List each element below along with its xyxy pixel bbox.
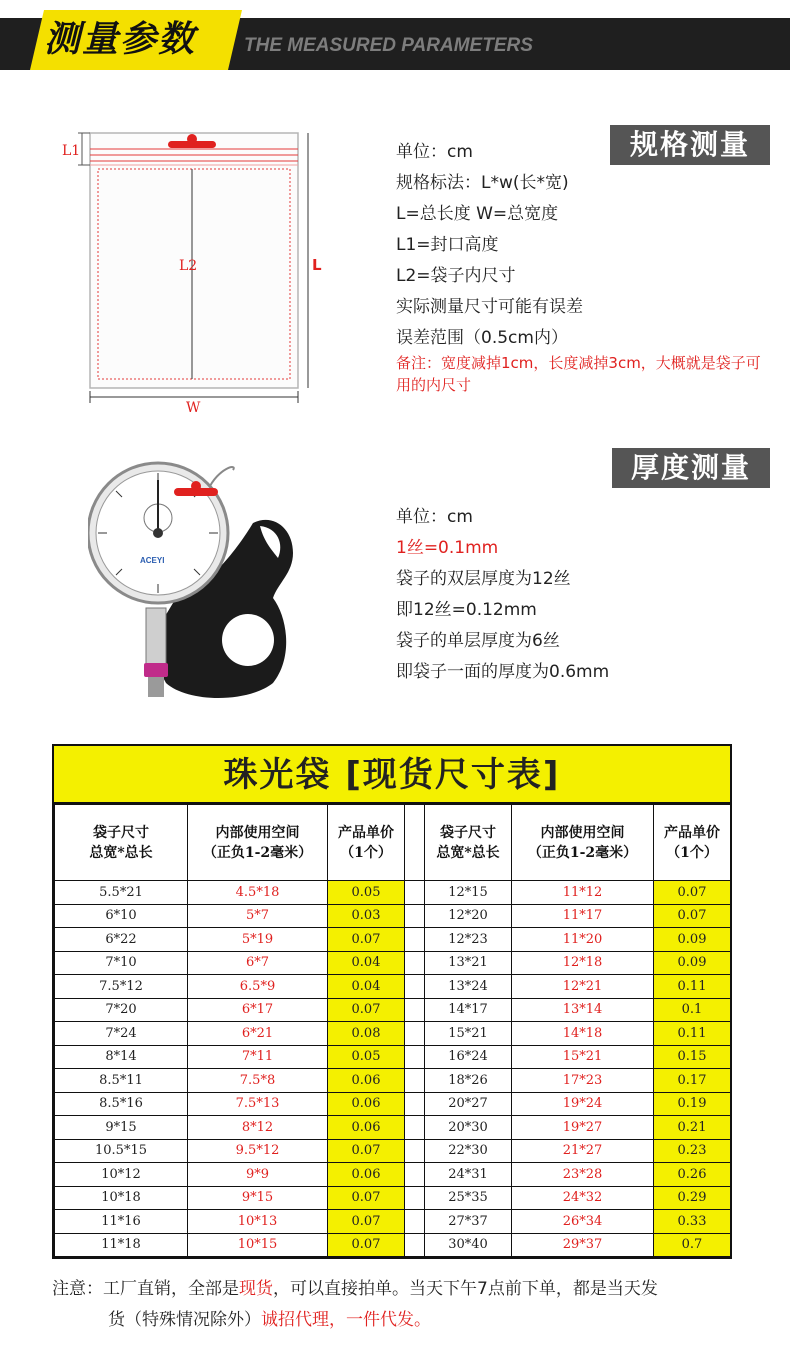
- size-cell: 14*17: [425, 998, 512, 1022]
- thick-line-double: 袋子的双层厚度为12丝: [396, 569, 571, 589]
- price-cell: 0.07: [328, 1186, 405, 1210]
- price-cell: 0.11: [654, 1022, 731, 1046]
- gap-cell: [405, 1069, 425, 1093]
- table-row: [55, 928, 731, 952]
- table-row: [55, 1139, 731, 1163]
- gap-cell: [405, 928, 425, 952]
- price-cell: 0.05: [328, 1045, 405, 1069]
- price-cell: 0.19: [654, 1092, 731, 1116]
- price-cell: 0.33: [654, 1210, 731, 1234]
- spec-line-range: 误差范围（0.5cm内）: [396, 328, 568, 348]
- gap-cell: [405, 1139, 425, 1163]
- table-row: [55, 1069, 731, 1093]
- thickness-tag: 厚度测量: [612, 448, 770, 488]
- size-cell: 13*21: [425, 951, 512, 975]
- price-cell: 0.04: [328, 975, 405, 999]
- gap-cell: [405, 1233, 425, 1257]
- price-cell: 0.06: [328, 1069, 405, 1093]
- inner-cell: 6*7: [188, 951, 328, 975]
- size-cell: 8.5*16: [55, 1092, 188, 1116]
- table-row: [55, 1022, 731, 1046]
- price-cell: 0.09: [654, 928, 731, 952]
- footer-text-1a: 注意：工厂直销，全部是: [52, 1279, 239, 1299]
- size-cell: 6*10: [55, 904, 188, 928]
- inner-cell: 9*9: [188, 1163, 328, 1187]
- col-price-left: 产品单价 （1个）: [328, 805, 405, 881]
- price-cell: 0.06: [328, 1092, 405, 1116]
- price-cell: 0.07: [328, 1233, 405, 1257]
- inner-cell: 6*21: [188, 1022, 328, 1046]
- gap-cell: [405, 975, 425, 999]
- price-cell: 0.07: [328, 1210, 405, 1234]
- inner-cell: 6*17: [188, 998, 328, 1022]
- price-cell: 0.21: [654, 1116, 731, 1140]
- price-cell: 0.07: [654, 904, 731, 928]
- size-cell: 25*35: [425, 1186, 512, 1210]
- col-inner-left: 内部使用空间 （正负1-2毫米）: [188, 805, 328, 881]
- inner-cell: 5*19: [188, 928, 328, 952]
- gap-cell: [405, 1045, 425, 1069]
- price-cell: 0.03: [328, 904, 405, 928]
- gap-cell: [405, 1022, 425, 1046]
- size-cell: 11*18: [55, 1233, 188, 1257]
- size-table: [52, 744, 732, 1259]
- gap-cell: [405, 1210, 425, 1234]
- inner-cell: 26*34: [512, 1210, 654, 1234]
- price-cell: 0.23: [654, 1139, 731, 1163]
- price-cell: 0.07: [328, 928, 405, 952]
- table-row: [55, 1186, 731, 1210]
- inner-cell: 12*21: [512, 975, 654, 999]
- price-cell: 0.07: [328, 998, 405, 1022]
- size-cell: 10*18: [55, 1186, 188, 1210]
- size-cell: 13*24: [425, 975, 512, 999]
- size-cell: 9*15: [55, 1116, 188, 1140]
- size-cell: 27*37: [425, 1210, 512, 1234]
- gap-cell: [405, 1163, 425, 1187]
- inner-cell: 13*14: [512, 998, 654, 1022]
- gap-cell: [405, 951, 425, 975]
- gap-cell: [405, 998, 425, 1022]
- size-cell: 7*20: [55, 998, 188, 1022]
- size-cell: 8*14: [55, 1045, 188, 1069]
- table-row: [55, 904, 731, 928]
- inner-cell: 8*12: [188, 1116, 328, 1140]
- col-size-left: 袋子尺寸 总宽*总长: [55, 805, 188, 881]
- spec-line-l1: L1=封口高度: [396, 235, 499, 255]
- size-cell: 7*24: [55, 1022, 188, 1046]
- footer-line-1: [52, 1274, 752, 1299]
- col-inner-right: 内部使用空间 （正负1-2毫米）: [512, 805, 654, 881]
- price-cell: 0.1: [654, 998, 731, 1022]
- page-subtitle: THE MEASURED PARAMETERS: [244, 35, 533, 56]
- table-row: [55, 951, 731, 975]
- size-cell: 10.5*15: [55, 1139, 188, 1163]
- size-cell: 7.5*12: [55, 975, 188, 999]
- price-cell: 0.07: [654, 881, 731, 905]
- inner-cell: 12*18: [512, 951, 654, 975]
- page-title: 测量参数: [44, 19, 197, 60]
- thick-line-face: 即袋子一面的厚度为0.6mm: [396, 662, 610, 682]
- table-row: [55, 1210, 731, 1234]
- spec-note: 备注：宽度减掉1cm，长度减掉3cm，大概就是袋子可用的内尺寸: [396, 354, 761, 394]
- price-cell: 0.09: [654, 951, 731, 975]
- bag-diagram: [60, 125, 330, 415]
- table-row: [55, 1163, 731, 1187]
- table-row: [55, 1092, 731, 1116]
- table-row: [55, 998, 731, 1022]
- table-row: [55, 1045, 731, 1069]
- thick-line-si: 1丝=0.1mm: [396, 538, 499, 558]
- gap-cell: [405, 881, 425, 905]
- thick-line-single: 袋子的单层厚度为6丝: [396, 631, 560, 651]
- gap-cell: [405, 1116, 425, 1140]
- price-cell: 0.11: [654, 975, 731, 999]
- inner-cell: 23*28: [512, 1163, 654, 1187]
- inner-cell: 9.5*12: [188, 1139, 328, 1163]
- gap-cell: [405, 904, 425, 928]
- label-l1: L1: [62, 143, 81, 159]
- price-cell: 0.7: [654, 1233, 731, 1257]
- label-w: W: [186, 400, 201, 415]
- footer-text-1b: ，可以直接拍单。当天下午7点前下单，都是当天发: [273, 1279, 658, 1299]
- price-cell: 0.26: [654, 1163, 731, 1187]
- inner-cell: 14*18: [512, 1022, 654, 1046]
- size-cell: 18*26: [425, 1069, 512, 1093]
- inner-cell: 10*13: [188, 1210, 328, 1234]
- size-cell: 12*23: [425, 928, 512, 952]
- spec-line-error: 实际测量尺寸可能有误差: [396, 297, 583, 317]
- size-cell: 12*20: [425, 904, 512, 928]
- table-row: [55, 1233, 731, 1257]
- thick-line-unit: 单位：cm: [396, 507, 473, 527]
- spec-line-l2: L2=袋子内尺寸: [396, 266, 516, 286]
- gap-cell: [405, 1092, 425, 1116]
- thick-line-mm: 即12丝=0.12mm: [396, 600, 537, 620]
- size-cell: 30*40: [425, 1233, 512, 1257]
- size-cell: 11*16: [55, 1210, 188, 1234]
- label-l: L: [312, 256, 322, 274]
- size-cell: 20*30: [425, 1116, 512, 1140]
- inner-cell: 6.5*9: [188, 975, 328, 999]
- inner-cell: 15*21: [512, 1045, 654, 1069]
- inner-cell: 7.5*13: [188, 1092, 328, 1116]
- footer-text-1-red: 现货: [239, 1279, 273, 1299]
- inner-cell: 7.5*8: [188, 1069, 328, 1093]
- footer-text-2a: 货（特殊情况除外）: [108, 1310, 261, 1330]
- size-cell: 20*27: [425, 1092, 512, 1116]
- price-cell: 0.15: [654, 1045, 731, 1069]
- price-cell: 0.06: [328, 1163, 405, 1187]
- inner-cell: 10*15: [188, 1233, 328, 1257]
- footer-text-2-red: 诚招代理，一件代发。: [261, 1310, 431, 1330]
- size-cell: 7*10: [55, 951, 188, 975]
- table-row: [55, 975, 731, 999]
- size-cell: 12*15: [425, 881, 512, 905]
- inner-cell: 11*20: [512, 928, 654, 952]
- table-header-row: [55, 805, 731, 881]
- table-row: [55, 881, 731, 905]
- size-cell: 5.5*21: [55, 881, 188, 905]
- inner-cell: 9*15: [188, 1186, 328, 1210]
- inner-cell: 19*27: [512, 1116, 654, 1140]
- inner-cell: 11*17: [512, 904, 654, 928]
- inner-cell: 19*24: [512, 1092, 654, 1116]
- price-cell: 0.17: [654, 1069, 731, 1093]
- size-cell: 22*30: [425, 1139, 512, 1163]
- table-body: [55, 881, 731, 1257]
- price-cell: 0.29: [654, 1186, 731, 1210]
- size-cell: 15*21: [425, 1022, 512, 1046]
- label-l2: L2: [179, 258, 198, 274]
- price-cell: 0.05: [328, 881, 405, 905]
- price-cell: 0.08: [328, 1022, 405, 1046]
- size-cell: 10*12: [55, 1163, 188, 1187]
- spec-line-format: 规格标法：L*w(长*宽): [396, 173, 569, 193]
- table-row: [55, 1116, 731, 1140]
- inner-cell: 4.5*18: [188, 881, 328, 905]
- size-cell: 8.5*11: [55, 1069, 188, 1093]
- col-size-right: 袋子尺寸 总宽*总长: [425, 805, 512, 881]
- spec-tag: 规格测量: [610, 125, 770, 165]
- spec-line-lw: L=总长度 W=总宽度: [396, 204, 559, 224]
- gap-cell: [405, 1186, 425, 1210]
- spec-line-unit: 单位：cm: [396, 142, 473, 162]
- inner-cell: 7*11: [188, 1045, 328, 1069]
- price-cell: 0.04: [328, 951, 405, 975]
- gauge-brand: ACEYI: [140, 556, 165, 565]
- inner-cell: 29*37: [512, 1233, 654, 1257]
- footer-line-2: [108, 1305, 790, 1330]
- inner-cell: 24*32: [512, 1186, 654, 1210]
- price-cell: 0.07: [328, 1139, 405, 1163]
- size-cell: 16*24: [425, 1045, 512, 1069]
- col-price-right: 产品单价 （1个）: [654, 805, 731, 881]
- thickness-gauge-icon: [88, 458, 308, 708]
- size-cell: 6*22: [55, 928, 188, 952]
- price-cell: 0.06: [328, 1116, 405, 1140]
- table-title: 珠光袋 [现货尺寸表]: [54, 746, 730, 804]
- inner-cell: 17*23: [512, 1069, 654, 1093]
- col-gap: [405, 805, 425, 881]
- inner-cell: 21*27: [512, 1139, 654, 1163]
- size-price-table: [54, 804, 731, 1257]
- size-cell: 24*31: [425, 1163, 512, 1187]
- inner-cell: 5*7: [188, 904, 328, 928]
- inner-cell: 11*12: [512, 881, 654, 905]
